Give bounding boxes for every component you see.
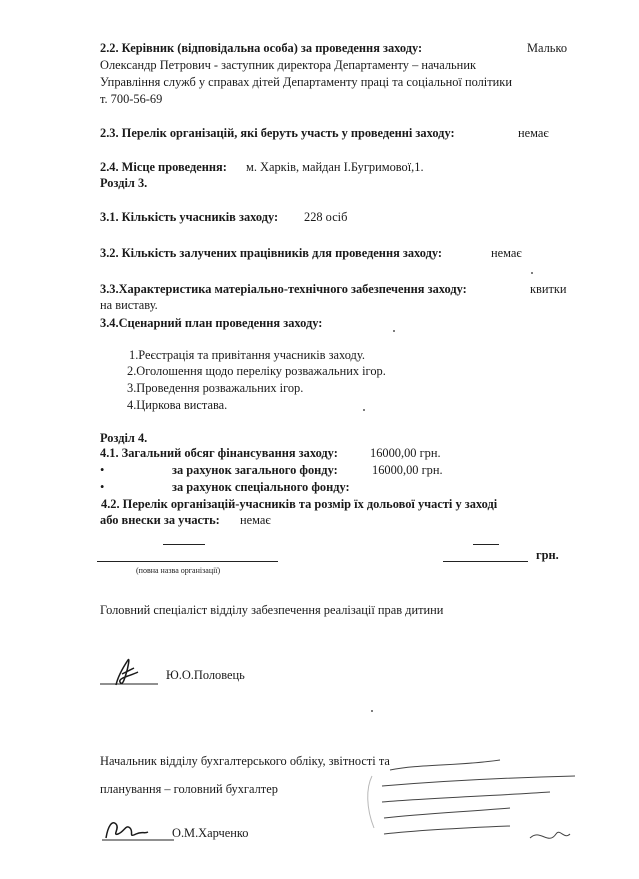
section-3-3-label: 3.3.Характеристика матеріально-технічного забезпечення заходу: <box>100 282 467 296</box>
general-fund-value: 16000,00 грн. <box>372 463 443 477</box>
section-3-3-line2: на виставу. <box>100 298 158 312</box>
bullet-general-fund: • <box>100 463 105 477</box>
section-2-2-value: Малько <box>527 41 568 55</box>
special-fund-label: за рахунок спеціального фонду: <box>172 480 350 494</box>
plan-item-1: 1.Реєстрація та привітання учасників заходу. <box>129 348 365 362</box>
plan-item-3: 3.Проведення розважальних ігор. <box>127 381 304 395</box>
section-3-heading: Розділ 3. <box>100 176 148 190</box>
section-3-1-label: 3.1. Кількість учасників заходу: <box>100 210 279 224</box>
handwritten-stamp <box>360 748 595 860</box>
section-2-3-label: 2.3. Перелік організацій, які беруть участь у проведенні заходу: <box>100 126 455 140</box>
plan-item-2: 2.Оголошення щодо переліку розважальних ігор. <box>127 364 386 378</box>
section-4-heading: Розділ 4. <box>100 431 148 445</box>
scan-speck <box>371 710 373 712</box>
section-3-4-label: 3.4.Сценарний план проведення заходу: <box>100 316 323 330</box>
signer2-position-line1: Начальник відділу бухгалтерського обліку, звітності та <box>100 754 390 768</box>
scan-speck <box>531 272 533 274</box>
section-4-2-value: немає <box>240 513 271 527</box>
scan-speck <box>363 409 365 411</box>
section-4-2-label: або внески за участь: <box>100 513 220 527</box>
section-2-2-line3: Управління служб у справах дітей Департаменту праці та соціальної політики <box>100 75 512 89</box>
section-4-1-value: 16000,00 грн. <box>370 446 441 460</box>
amount-line <box>443 561 528 562</box>
org-name-caption: (повна назва організації) <box>136 566 221 575</box>
section-2-4-label: 2.4. Місце проведення: <box>100 160 227 174</box>
section-2-2-line2: Олександр Петрович - заступник директора Департаменту – начальник <box>100 58 476 72</box>
section-3-2-value: немає <box>491 246 522 260</box>
section-3-1-value: 228 осіб <box>304 210 348 224</box>
section-2-4-value: м. Харків, майдан І.Бугримової,1. <box>246 160 424 174</box>
section-4-1-label: 4.1. Загальний обсяг фінансування заходу: <box>100 446 338 460</box>
signer1-position: Головний спеціаліст відділу забезпечення реалізації прав дитини <box>100 603 444 617</box>
signature-kharchenko <box>98 812 178 846</box>
section-3-2-label: 3.2. Кількість залучених працівників для проведення заходу: <box>100 246 443 260</box>
signer2-position-line2: планування – головний бухгалтер <box>100 782 278 796</box>
org-name-line <box>97 561 278 562</box>
scan-speck <box>393 330 395 332</box>
plan-item-4: 4.Циркова вистава. <box>127 398 228 412</box>
section-2-2-label: 2.2. Керівник (відповідальна особа) за проведення заходу: <box>100 41 423 55</box>
currency-label: грн. <box>536 548 559 562</box>
signer2-name: О.М.Харченко <box>172 826 249 840</box>
section-4-2-line1: 4.2. Перелік організацій-учасників та розмір їх дольової участі у заході <box>101 497 498 511</box>
section-3-3-value: квитки <box>530 282 567 296</box>
signature-polovets <box>98 654 168 688</box>
short-line-right <box>473 544 499 545</box>
short-line-left <box>163 544 205 545</box>
bullet-special-fund: • <box>100 480 105 494</box>
signer1-name: Ю.О.Половець <box>166 668 245 682</box>
general-fund-label: за рахунок загального фонду: <box>172 463 338 477</box>
section-2-3-value: немає <box>518 126 549 140</box>
section-2-2-line4: т. 700-56-69 <box>100 92 163 106</box>
